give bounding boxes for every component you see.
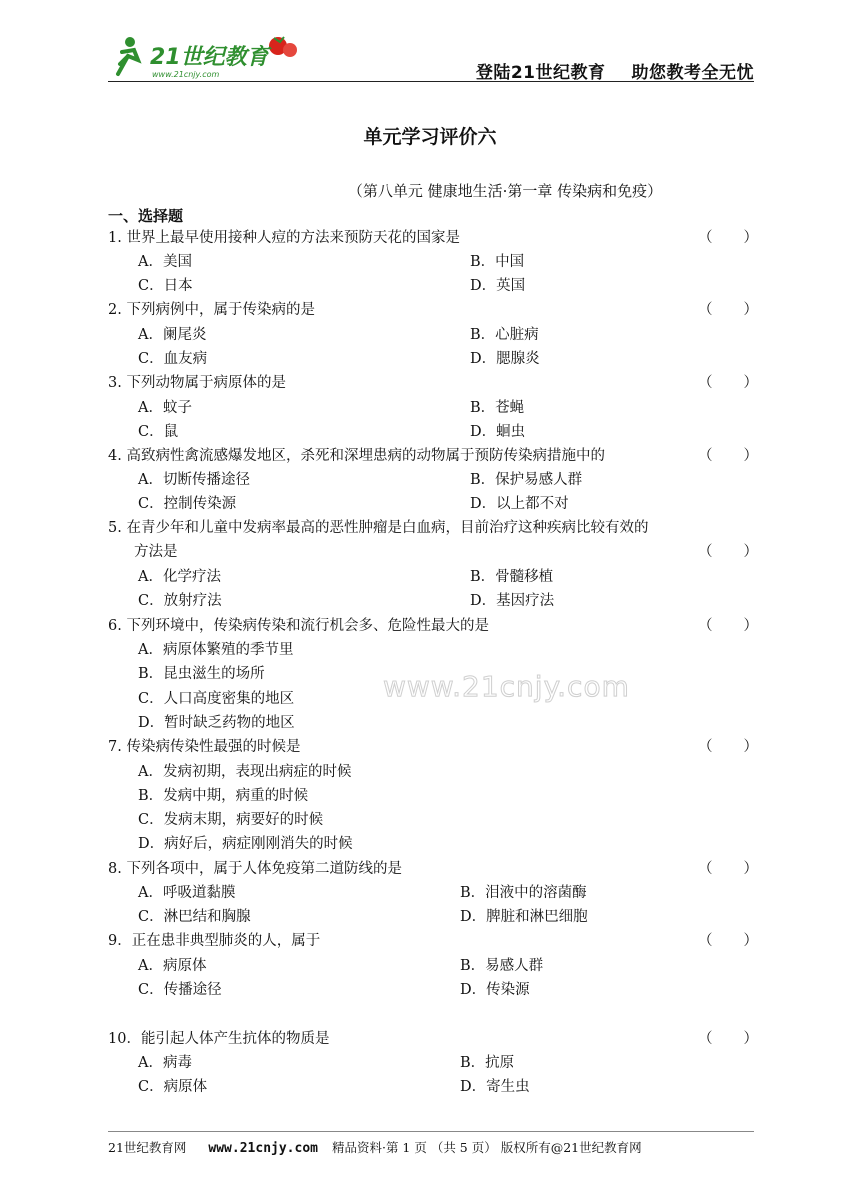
logo-runner-icon [110,34,310,80]
option-b: B．心脏病 [470,327,539,343]
footer-page-info: 精品资料·第 1 页 （共 5 页） 版权所有@21世纪教育网 [331,1140,642,1155]
option-d: D．病好后，病症刚刚消失的时候 [138,836,353,852]
site-logo[interactable] [110,34,310,80]
answer-blank[interactable]: （ ） [698,375,758,391]
header-divider [108,81,754,82]
question-text: 8. 下列各项中，属于人体免疫第二道防线的是 [108,861,402,877]
option-a: A．呼吸道黏膜 [138,885,236,901]
option-d: D．基因疗法 [470,593,555,609]
section-heading: 一、选择题 [108,207,184,225]
question-7 [108,735,758,759]
answer-blank[interactable]: （ ） [698,618,758,634]
option-b: B．骨髓移植 [470,569,554,585]
option-d: D．传染源 [460,982,530,998]
question-text: 5. 在青少年和儿童中发病率最高的恶性肿瘤是白血病，目前治疗这种疾病比较有效的 [108,520,649,536]
question-4 [108,444,758,468]
option-a: A．病原体繁殖的季节里 [138,642,294,658]
option-b: B．泪液中的溶菌酶 [460,885,587,901]
page-footer [108,1138,642,1156]
question-2 [108,298,758,322]
option-c: C．传播途径 [138,982,222,998]
slogan-login[interactable]: 登陆21世纪教育 [475,63,606,83]
header-slogan [476,58,754,83]
answer-blank[interactable]: （ ） [698,448,758,464]
answer-blank[interactable]: （ ） [698,933,758,949]
option-b: B．抗原 [460,1055,515,1071]
option-d: D．暂时缺乏药物的地区 [138,715,295,731]
footer-site-link[interactable]: www.21cnjy.com [208,1141,318,1156]
answer-blank[interactable]: （ ） [698,861,758,877]
question-9 [108,929,758,953]
question-text: 7. 传染病传染性最强的时候是 [108,739,301,755]
slogan-tagline: 助您教考全无忧 [631,63,754,83]
question-3 [108,371,758,395]
watermark: www.21cnjy.com [383,670,630,703]
footer-site-name: 21世纪教育网 [108,1140,187,1155]
question-5 [108,516,758,564]
question-6 [108,614,758,638]
option-a: A．阑尾炎 [138,327,207,343]
page-title: 单元学习评价六 [363,126,497,148]
question-text: 2. 下列病例中，属于传染病的是 [108,302,315,318]
option-b: B．易感人群 [460,958,544,974]
option-d: D．以上都不对 [470,496,569,512]
page-subtitle: （第八单元 健康地生活·第一章 传染病和免疫） [347,182,663,200]
option-c: C．人口高度密集的地区 [138,691,295,707]
logo-url: www.21cnjy.com [152,70,220,79]
question-text: 1. 世界上最早使用接种人痘的方法来预防天花的国家是 [108,230,460,246]
footer-divider [108,1131,754,1132]
option-c: C．放射疗法 [138,593,222,609]
option-d: D．腮腺炎 [470,351,540,367]
option-c: C．淋巴结和胸腺 [138,909,251,925]
option-a: A．发病初期，表现出病症的时候 [138,764,352,780]
option-d: D．英国 [470,278,526,294]
option-c: C．发病末期，病要好的时候 [138,812,324,828]
question-8 [108,857,758,881]
option-a: A．美国 [138,254,192,270]
question-text: 3. 下列动物属于病原体的是 [108,375,286,391]
option-c: C．日本 [138,278,193,294]
option-a: A．蚊子 [138,400,192,416]
option-c: C．控制传染源 [138,496,237,512]
question-text-continued: 方法是 [134,544,178,560]
answer-blank[interactable]: （ ） [698,739,758,755]
option-d: D．脾脏和淋巴细胞 [460,909,588,925]
question-text: 10．能引起人体产生抗体的物质是 [108,1031,330,1047]
option-c: C．鼠 [138,424,179,440]
question-text: 6. 下列环境中，传染病传染和流行机会多、危险性最大的是 [108,618,489,634]
answer-blank[interactable]: （ ） [698,544,758,560]
question-text: 4. 高致病性禽流感爆发地区，杀死和深埋患病的动物属于预防传染病措施中的 [108,448,605,464]
option-c: C．血友病 [138,351,208,367]
option-b: B．发病中期，病重的时候 [138,788,309,804]
option-b: B．保护易感人群 [470,472,583,488]
option-b: B．苍蝇 [470,400,525,416]
question-1 [108,226,758,250]
option-b: B．中国 [470,254,525,270]
option-a: A．病原体 [138,958,207,974]
option-a: A．化学疗法 [138,569,221,585]
option-d: D．蛔虫 [470,424,526,440]
answer-blank[interactable]: （ ） [698,302,758,318]
option-d: D．寄生虫 [460,1079,530,1095]
option-c: C．病原体 [138,1079,208,1095]
option-a: A．切断传播途径 [138,472,250,488]
option-b: B．昆虫滋生的场所 [138,666,265,682]
question-text: 9．正在患非典型肺炎的人，属于 [108,933,321,949]
logo-text: 21世纪教育 [150,45,269,70]
answer-blank[interactable]: （ ） [698,1031,758,1047]
option-a: A．病毒 [138,1055,192,1071]
question-10 [108,1027,758,1051]
answer-blank[interactable]: （ ） [698,230,758,246]
